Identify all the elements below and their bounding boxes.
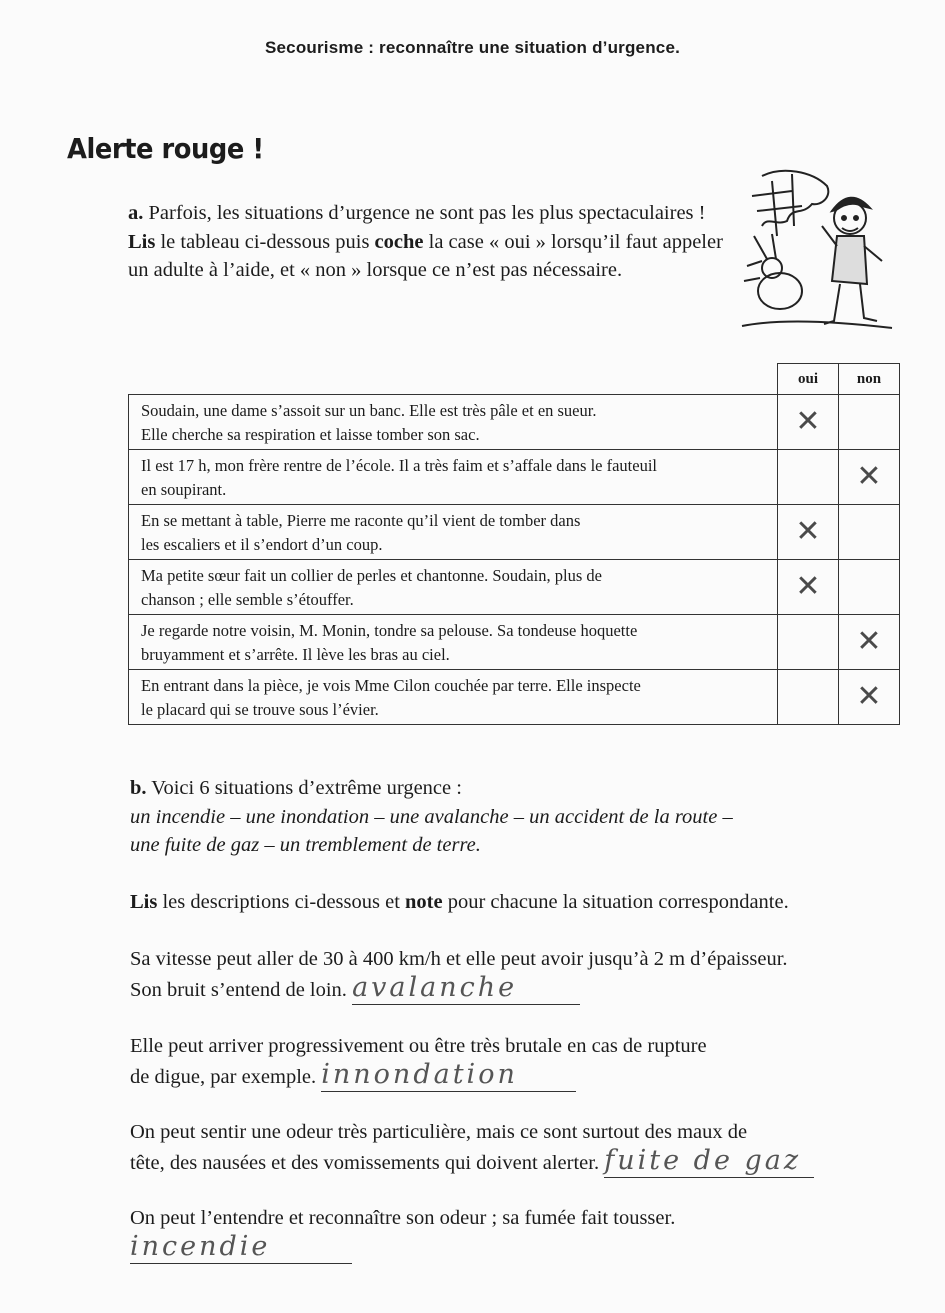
part-a-instructions: [128, 199, 728, 285]
situation-line: Soudain, une dame s’assoit sur un banc. Elle est très pâle et en sueur.: [141, 400, 597, 420]
checkbox-non[interactable]: [839, 395, 900, 450]
description-4: [130, 1204, 910, 1264]
situation-text: [129, 505, 778, 560]
situation-line: Ma petite sœur fait un collier de perles et chantonne. Soudain, plus de: [141, 565, 602, 585]
part-b-letter: b.: [130, 777, 147, 799]
table-row: [129, 615, 900, 670]
checkbox-non[interactable]: [839, 450, 900, 505]
situation-line: le placard qui se trouve sous l’évier.: [141, 699, 379, 719]
answer-field-2[interactable]: [321, 1058, 576, 1093]
situation-text: [129, 395, 778, 450]
cross-mark-icon: ✕: [856, 624, 882, 659]
situation-line: Il est 17 h, mon frère rentre de l’école. Il a très faim et s’affale dans le fauteuil: [141, 455, 658, 475]
part-a-text-end: la case « oui » lorsqu’il faut appeler un adulte à l’aide, et « non » lorsque ce n’est pas nécessaire.: [128, 230, 723, 281]
description-2: [130, 1032, 910, 1092]
situations-table: [128, 363, 900, 725]
part-b-intro: [130, 774, 900, 860]
instr-text: les descriptions ci-dessous et: [157, 891, 406, 913]
boy-rabbit-illustration: [732, 166, 900, 336]
checkbox-oui[interactable]: [778, 670, 839, 725]
description-line: On peut l’entendre et reconnaître son odeur ; sa fumée fait tousser.: [130, 1207, 676, 1229]
answer-field-4[interactable]: [130, 1230, 352, 1265]
table-row: [129, 505, 900, 560]
description-line: Son bruit s’entend de loin.: [130, 978, 347, 1001]
table-corner: [129, 364, 778, 395]
table-row: [129, 670, 900, 725]
worksheet-header: Secourisme : reconnaître une situation d’urgence.: [264, 38, 681, 57]
description-line: tête, des nausées et des vomissements qui doivent alerter.: [130, 1151, 600, 1174]
answer-field-1[interactable]: [352, 971, 580, 1006]
handwritten-answer: fuite de gaz: [604, 1144, 802, 1176]
table-row: [129, 560, 900, 615]
checkbox-non[interactable]: [839, 505, 900, 560]
cross-mark-icon: ✕: [795, 514, 821, 549]
description-line: Sa vitesse peut aller de 30 à 400 km/h et elle peut avoir jusqu’à 2 m d’épaisseur.: [130, 948, 788, 970]
description-line: Elle peut arriver progressivement ou être très brutale en cas de rupture: [130, 1035, 707, 1057]
situations-list-line2: une fuite de gaz – un tremblement de terre.: [130, 834, 481, 856]
situation-line: en soupirant.: [141, 479, 227, 499]
situation-text: [129, 560, 778, 615]
part-b-intro-text: Voici 6 situations d’extrême urgence :: [146, 777, 462, 799]
column-header-oui: oui: [778, 364, 839, 395]
cross-mark-icon: ✕: [856, 459, 882, 494]
checkbox-oui[interactable]: [778, 395, 839, 450]
situation-line: Elle cherche sa respiration et laisse tomber son sac.: [141, 424, 480, 444]
answer-field-3[interactable]: [604, 1144, 814, 1179]
page-title: Alerte rouge !: [67, 132, 264, 165]
table-row: [129, 450, 900, 505]
handwritten-answer: avalanche: [352, 971, 518, 1003]
verb-lis: Lis: [130, 891, 158, 913]
checkbox-oui[interactable]: [778, 615, 839, 670]
description-1: [130, 945, 910, 1005]
checkbox-oui[interactable]: [778, 560, 839, 615]
cross-mark-icon: ✕: [795, 569, 821, 604]
description-line: de digue, par exemple.: [130, 1065, 317, 1088]
situation-text: [129, 615, 778, 670]
handwritten-answer: innondation: [321, 1058, 518, 1090]
checkbox-oui[interactable]: [778, 505, 839, 560]
cross-mark-icon: ✕: [795, 404, 821, 439]
column-header-non: non: [839, 364, 900, 395]
instr-text-end: pour chacune la situation correspondante.: [442, 891, 789, 913]
situations-list-line1: un incendie – une inondation – une avalanche – un accident de la route –: [130, 805, 733, 828]
situation-line: En entrant dans la pièce, je vois Mme Cilon couchée par terre. Elle inspecte: [141, 675, 641, 695]
verb-note: note: [405, 891, 443, 913]
handwritten-answer: incendie: [130, 1230, 271, 1262]
situation-text: [129, 670, 778, 725]
verb-lis: Lis: [128, 230, 156, 253]
part-a-intro: Parfois, les situations d’urgence ne sont pas les plus spectaculaires !: [143, 202, 706, 224]
description-3: [130, 1118, 910, 1178]
cross-mark-icon: ✕: [856, 679, 882, 714]
situation-text: [129, 450, 778, 505]
situation-line: bruyamment et s’arrête. Il lève les bras au ciel.: [141, 644, 450, 664]
verb-coche: coche: [374, 230, 424, 253]
checkbox-oui[interactable]: [778, 450, 839, 505]
situation-line: chanson ; elle semble s’étouffer.: [141, 589, 354, 609]
situation-line: les escaliers et il s’endort d’un coup.: [141, 534, 383, 554]
checkbox-non[interactable]: [839, 670, 900, 725]
part-b-instructions: [130, 888, 910, 917]
part-a-letter: a.: [128, 202, 144, 224]
situation-line: En se mettant à table, Pierre me raconte qu’il vient de tomber dans: [141, 510, 581, 530]
part-a-text: le tableau ci-dessous puis: [155, 230, 375, 253]
table-row: [129, 395, 900, 450]
description-line: On peut sentir une odeur très particulière, mais ce sont surtout des maux de: [130, 1121, 748, 1143]
checkbox-non[interactable]: [839, 560, 900, 615]
checkbox-non[interactable]: [839, 615, 900, 670]
situation-line: Je regarde notre voisin, M. Monin, tondre sa pelouse. Sa tondeuse hoquette: [141, 620, 638, 640]
